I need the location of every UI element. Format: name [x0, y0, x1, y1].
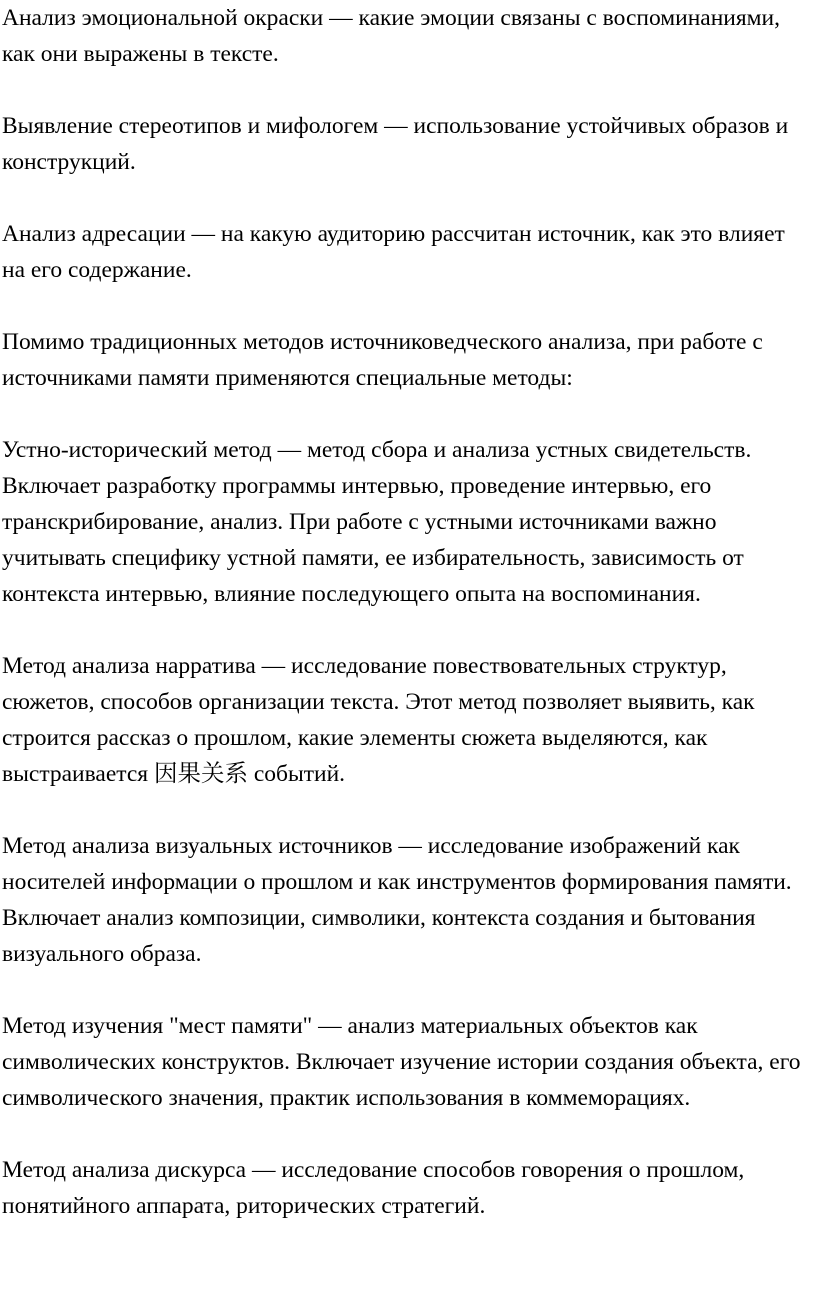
- paragraph-addressing: Анализ адресации — на какую аудиторию рассчитан источник, как это влияет на его содержание.: [2, 221, 785, 283]
- paragraph-gap: [2, 288, 810, 324]
- paragraph-gap: [2, 180, 810, 216]
- paragraph-emotional-analysis: Анализ эмоциональной окраски — какие эмоции связаны с воспоминаниями, как они выражены в тексте.: [2, 5, 781, 67]
- paragraph-oral-history: Устно-исторический метод — метод сбора и анализа устных свидетельств. Включает разработку программы интервью, проведение интервью, его транскрибирование, анализ. При работе с устными источниками важно учитывать специфику устной памяти, ее избирательность, зависимость от контекста интервью, влияние последующего опыта на воспоминания.: [2, 437, 752, 607]
- paragraph-special-methods-intro: Помимо традиционных методов источниковедческого анализа, при работе с источниками памяти применяются специальные методы:: [2, 329, 763, 391]
- paragraph-gap: [2, 612, 810, 648]
- paragraph-narrative: Метод анализа нарратива — исследование повествовательных структур, сюжетов, способов организации текста. Этот метод позволяет выявить, как строится рассказ о прошлом, какие элементы сюжета выделяются, как выстраивается 因果关系 событий.: [2, 653, 755, 787]
- paragraph-gap: [2, 1116, 810, 1152]
- paragraph-discourse: Метод анализа дискурса — исследование способов говорения о прошлом, понятийного аппарата, риторических стратегий.: [2, 1157, 745, 1219]
- paragraph-places-of-memory: Метод изучения "мест памяти" — анализ материальных объектов как символических конструктов. Включает изучение истории создания объекта, его символического значения, практик использования в коммеморациях.: [2, 1013, 801, 1111]
- paragraph-visual-sources: Метод анализа визуальных источников — исследование изображений как носителей информации о прошлом и как инструментов формирования памяти. Включает анализ композиции, символики, контекста создания и бытования визуального образа.: [2, 833, 792, 967]
- paragraph-gap: [2, 792, 810, 828]
- paragraph-gap: [2, 972, 810, 1008]
- paragraph-stereotypes: Выявление стереотипов и мифологем — использование устойчивых образов и конструкций.: [2, 113, 789, 175]
- paragraph-gap: [2, 396, 810, 432]
- paragraph-gap: [2, 72, 810, 108]
